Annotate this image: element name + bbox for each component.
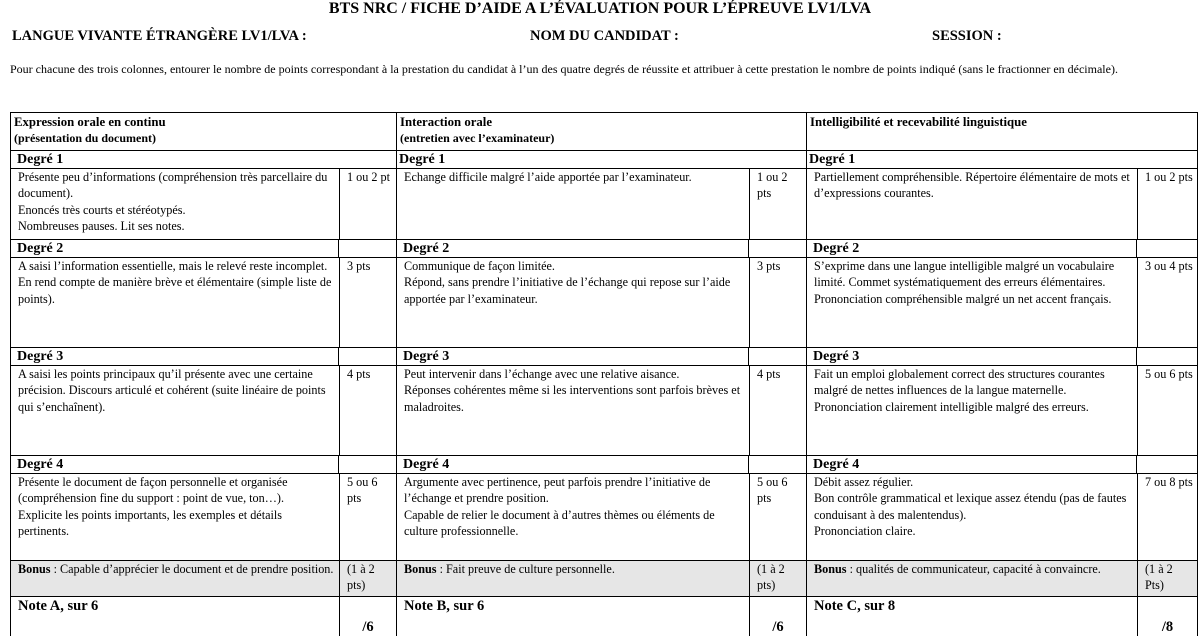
degree-label: Degré 2 — [403, 241, 450, 256]
degree-1-cell — [10, 169, 397, 239]
degree-text — [11, 169, 339, 239]
degree-text — [807, 366, 1137, 455]
text-line: A saisi les points principaux qu’il présente avec une certaine précision. Discours articulé et cohérent (suite linéaire de points qui s’enchaînent). — [18, 367, 326, 414]
degree-text — [397, 366, 749, 455]
degree-2-bar — [806, 239, 1198, 258]
degree-label: Degré 1 — [17, 152, 64, 167]
degree-points[interactable]: 5 ou 6 pts — [1137, 366, 1197, 455]
note-row — [806, 596, 1198, 636]
column-header — [10, 112, 397, 150]
column-subtitle: (entretien avec l’examinateur) — [400, 131, 555, 145]
text-line: Prononciation clairement intelligible malgré des erreurs. — [814, 399, 1089, 414]
text-line: Répond, sans prendre l’initiative de l’échange qui repose sur l’aide apportée par l’examinateur. — [404, 275, 731, 306]
degree-label: Degré 4 — [17, 457, 64, 472]
note-row — [396, 596, 807, 636]
text-line: Argumente avec pertinence, peut parfois prendre l’initiative de l’échange et prendre position. — [404, 475, 711, 506]
note-label: Note B, sur 6 — [404, 598, 485, 614]
degree-4-bar — [806, 455, 1198, 474]
text-line: Explicite les points importants, les exemples et détails pertinents. — [18, 507, 283, 539]
degree-3-bar — [396, 347, 807, 366]
bonus-label: Bonus — [814, 562, 847, 576]
text-line: Communique de façon limitée. — [404, 259, 555, 273]
text-line: Réponses cohérentes même si les interventions sont parfois brèves et maladroites. — [404, 383, 741, 414]
degree-4-bar — [10, 455, 397, 474]
text-line: A saisi l’information essentielle, mais le relevé reste incomplet. En rend compte de manière brève et élémentaire (simple liste de points). — [18, 259, 332, 306]
text-line: Capable de relier le document à d’autres thèmes ou éléments de culture professionnelle. — [404, 507, 715, 539]
text-line: Bon contrôle grammatical et lexique assez étendu (pas de fautes conduisant à des malentendus). — [814, 491, 1127, 522]
degree-3-bar — [10, 347, 397, 366]
degree-4-cell — [806, 474, 1198, 560]
text-line: Enoncés très courts et stéréotypés. — [18, 202, 186, 217]
column-header — [396, 112, 807, 150]
note-max: /8 — [1161, 619, 1174, 635]
candidate-name-label: NOM DU CANDIDAT : — [530, 28, 679, 44]
bonus-text — [807, 561, 1137, 596]
degree-text — [807, 474, 1137, 560]
degree-points[interactable]: 4 pts — [339, 366, 396, 455]
degree-1-cell — [806, 169, 1198, 239]
degree-4-cell — [396, 474, 807, 560]
langue-label: LANGUE VIVANTE ÉTRANGÈRE LV1/LVA : — [12, 28, 307, 44]
degree-3-cell — [10, 366, 397, 455]
bonus-text — [11, 561, 339, 596]
degree-text — [807, 169, 1137, 239]
degree-points[interactable]: 3 pts — [749, 258, 806, 347]
degree-label: Degré 3 — [403, 349, 450, 364]
degree-points[interactable]: 3 pts — [339, 258, 396, 347]
degree-points[interactable]: 1 ou 2 pts — [749, 169, 806, 239]
text-line: Nombreuses pauses. Lit ses notes. — [18, 219, 185, 234]
degree-2-bar — [10, 239, 397, 258]
bonus-cell — [396, 560, 807, 596]
bonus-points[interactable]: (1 à 2 Pts) — [1137, 561, 1197, 596]
bonus-description: : qualités de communicateur, capacité à convaincre. — [846, 562, 1101, 576]
note-score-field[interactable] — [339, 597, 396, 636]
degree-label: Degré 3 — [813, 349, 860, 364]
degree-label: Degré 1 — [399, 152, 446, 167]
bonus-label: Bonus — [404, 562, 437, 576]
note-label: Note A, sur 6 — [18, 598, 99, 614]
degree-points[interactable]: 4 pts — [749, 366, 806, 455]
bonus-cell — [806, 560, 1198, 596]
degree-label: Degré 2 — [813, 241, 860, 256]
degree-2-bar — [396, 239, 807, 258]
note-row — [10, 596, 397, 636]
note-score-field[interactable] — [1137, 597, 1197, 636]
bonus-points[interactable]: (1 à 2 pts) — [749, 561, 806, 596]
degree-label: Degré 4 — [813, 457, 860, 472]
column-title: Expression orale en continu — [14, 115, 166, 129]
degree-4-cell — [10, 474, 397, 560]
degree-2-cell — [10, 258, 397, 347]
degree-3-bar — [806, 347, 1198, 366]
degree-label: Degré 3 — [17, 349, 64, 364]
degree-1-bar — [396, 150, 807, 169]
text-line: Echange difficile malgré l’aide apportée par l’examinateur. — [404, 170, 692, 184]
session-label: SESSION : — [932, 28, 1002, 44]
degree-2-cell — [396, 258, 807, 347]
text-line: Présente peu d’informations (compréhension très parcellaire du document). — [18, 170, 328, 201]
degree-text — [397, 258, 749, 347]
degree-2-cell — [806, 258, 1198, 347]
degree-text — [397, 474, 749, 560]
column-header — [806, 112, 1198, 150]
column-title: Intelligibilité et recevabilité linguistique — [810, 115, 1027, 129]
note-score-field[interactable] — [749, 597, 806, 636]
degree-text — [11, 474, 339, 560]
degree-1-bar — [10, 150, 397, 169]
text-line: Prononciation claire. — [814, 524, 916, 539]
bonus-label: Bonus — [18, 562, 51, 576]
degree-points[interactable]: 3 ou 4 pts — [1137, 258, 1197, 347]
text-line: Peut intervenir dans l’échange avec une relative aisance. — [404, 367, 680, 381]
text-line: Fait un emploi globalement correct des structures courantes malgré de nettes influences de la langue maternelle. — [814, 367, 1105, 398]
bonus-description: : Fait preuve de culture personnelle. — [436, 562, 615, 576]
degree-1-bar — [806, 150, 1198, 169]
text-line: Prononciation compréhensible malgré un net accent français. — [814, 291, 1112, 306]
degree-text — [807, 258, 1137, 347]
degree-text — [397, 169, 749, 239]
document-title: BTS NRC / FICHE D’AIDE A L’ÉVALUATION POUR L’ÉPREUVE LV1/LVA — [328, 0, 872, 17]
degree-text — [11, 366, 339, 455]
bonus-points[interactable]: (1 à 2 pts) — [339, 561, 396, 596]
column-subtitle: (présentation du document) — [14, 131, 157, 145]
degree-label: Degré 2 — [17, 241, 64, 256]
text-line: Débit assez régulier. — [814, 475, 914, 489]
degree-points[interactable]: 7 ou 8 pts — [1137, 474, 1197, 560]
bonus-description: : Capable d’apprécier le document et de prendre position. — [50, 562, 334, 576]
bonus-cell — [10, 560, 397, 596]
bonus-text — [397, 561, 749, 596]
note-max: /6 — [772, 619, 784, 635]
degree-label: Degré 1 — [809, 152, 856, 167]
degree-points[interactable]: 1 ou 2 pt — [339, 169, 396, 239]
degree-label: Degré 4 — [403, 457, 450, 472]
instructions: Pour chacune des trois colonnes, entourer le nombre de points correspondant à la prestation du candidat à l’un des quatre degrés de réussite et attribuer à cette prestation le nombre de points indiqué (sans le fractionner en décimale). — [10, 62, 1118, 76]
degree-text — [11, 258, 339, 347]
column-title: Interaction orale — [400, 115, 493, 129]
degree-points[interactable]: 5 ou 6 pts — [339, 474, 396, 560]
text-line: Partiellement compréhensible. Répertoire élémentaire de mots et d’expressions courantes. — [814, 170, 1130, 201]
text-line: Présente le document de façon personnelle et organisée (compréhension fine du support : point de vue, ton…). — [18, 475, 288, 506]
degree-points[interactable]: 5 ou 6 pts — [749, 474, 806, 560]
degree-3-cell — [396, 366, 807, 455]
note-label: Note C, sur 8 — [814, 598, 896, 614]
degree-3-cell — [806, 366, 1198, 455]
degree-4-bar — [396, 455, 807, 474]
degree-1-cell — [396, 169, 807, 239]
text-line: S’exprime dans une langue intelligible malgré un vocabulaire limité. Commet systématiquement des erreurs élémentaires. — [814, 259, 1115, 290]
note-max: /6 — [362, 619, 374, 635]
degree-points[interactable]: 1 ou 2 pts — [1137, 169, 1197, 239]
